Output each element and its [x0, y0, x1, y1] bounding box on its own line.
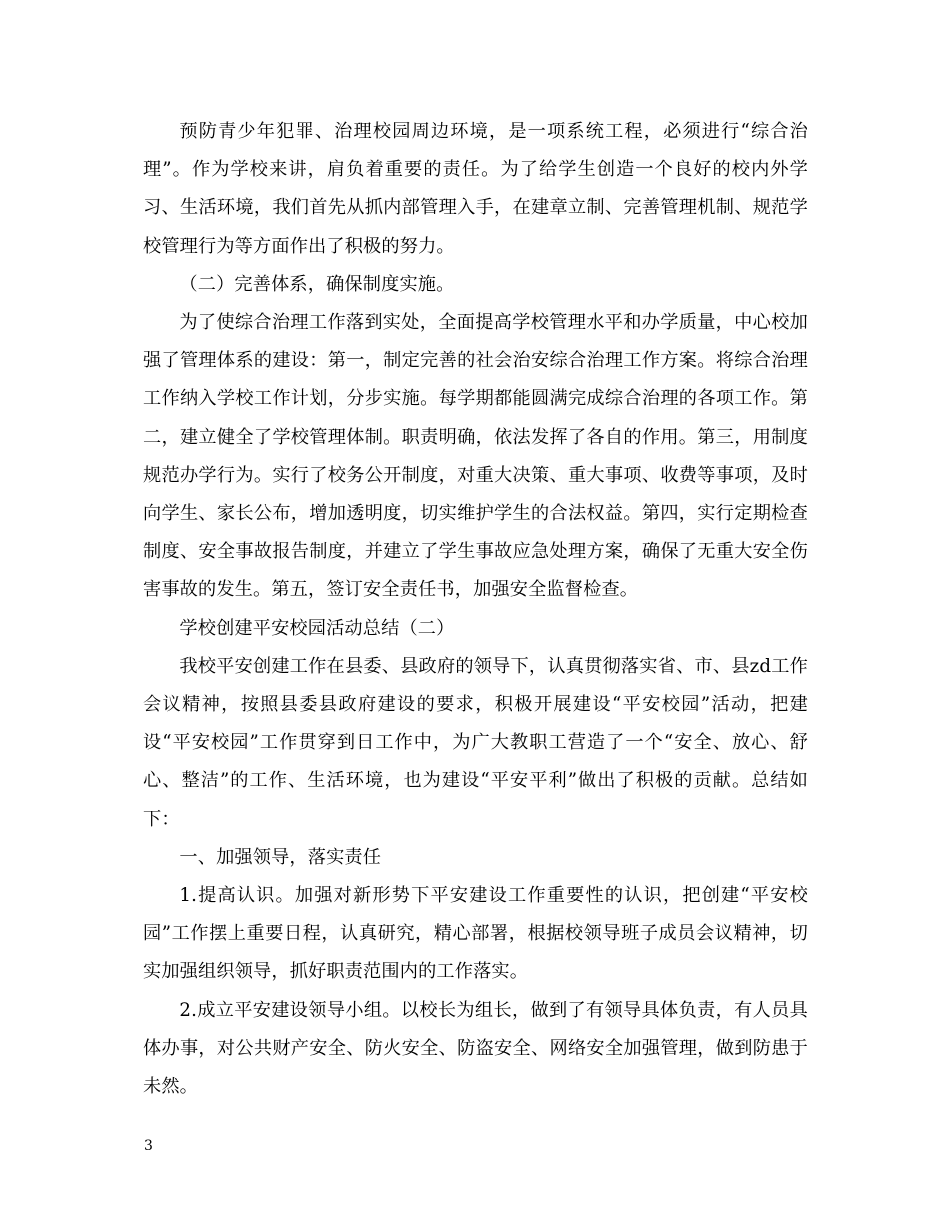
heading-strengthen-leadership: 一、加强领导，落实责任: [179, 846, 382, 868]
paragraph-safe-campus-overview: 我校平安创建工作在县委、县政府的领导下，认真贯彻落实省、市、县zd工作会议精神，按照县委县政府建设的要求，积极开展建设“平安校园”活动，把建设“平安校园”工作贯穿到日工作中，为广大教职工营造了一个“安全、放心、舒心、整洁”的工作、生活环境，也为建设“平安平利”做出了积极的贡献。总结如下：: [143, 655, 808, 830]
page-number: 3: [144, 1138, 153, 1154]
list-item-raise-awareness: 1.提高认识。加强对新形势下平安建设工作重要性的认识，把创建“平安校园”工作摆上重要日程，认真研究，精心部署，根据校领导班子成员会议精神，切实加强组织领导，抓好职责范围内的工作落实。: [143, 885, 808, 983]
paragraph-management-system: 为了使综合治理工作落到实处，全面提高学校管理水平和办学质量，中心校加强了管理体系的建设：第一，制定完善的社会治安综合治理工作方案。将综合治理工作纳入学校工作计划，分步实施。每学期都能圆满完成综合治理的各项工作。第二，建立健全了学校管理体制。职责明确，依法发挥了各自的作用。第三，用制度规范办学行为。实行了校务公开制度，对重大决策、重大事项、收费等事项，及时向学生、家长公布，增加透明度，切实维护学生的合法权益。第四，实行定期检查制度、安全事故报告制度，并建立了学生事故应急处理方案，确保了无重大安全伤害事故的发生。第五，签订安全责任书，加强安全监督检查。: [143, 312, 808, 601]
document-body: [143, 113, 808, 1106]
list-item-leadership-group: 2.成立平安建设领导小组。以校长为组长，做到了有领导具体负责，有人员具体办事，对公共财产安全、防火安全、防盗安全、网络安全加强管理，做到防患于未然。: [143, 999, 808, 1098]
paragraph-prevention-intro: 预防青少年犯罪、治理校园周边环境，是一项系统工程，必须进行“综合治理”。作为学校来讲，肩负着重要的责任。为了给学生创造一个良好的校内外学习、生活环境，我们首先从抓内部管理入手，在建章立制、完善管理机制、规范学校管理行为等方面作出了积极的努力。: [143, 121, 808, 257]
heading-improve-system: （二）完善体系，确保制度实施。: [179, 273, 455, 295]
section-title-safe-campus-summary: 学校创建平安校园活动总结（二）: [179, 617, 455, 639]
